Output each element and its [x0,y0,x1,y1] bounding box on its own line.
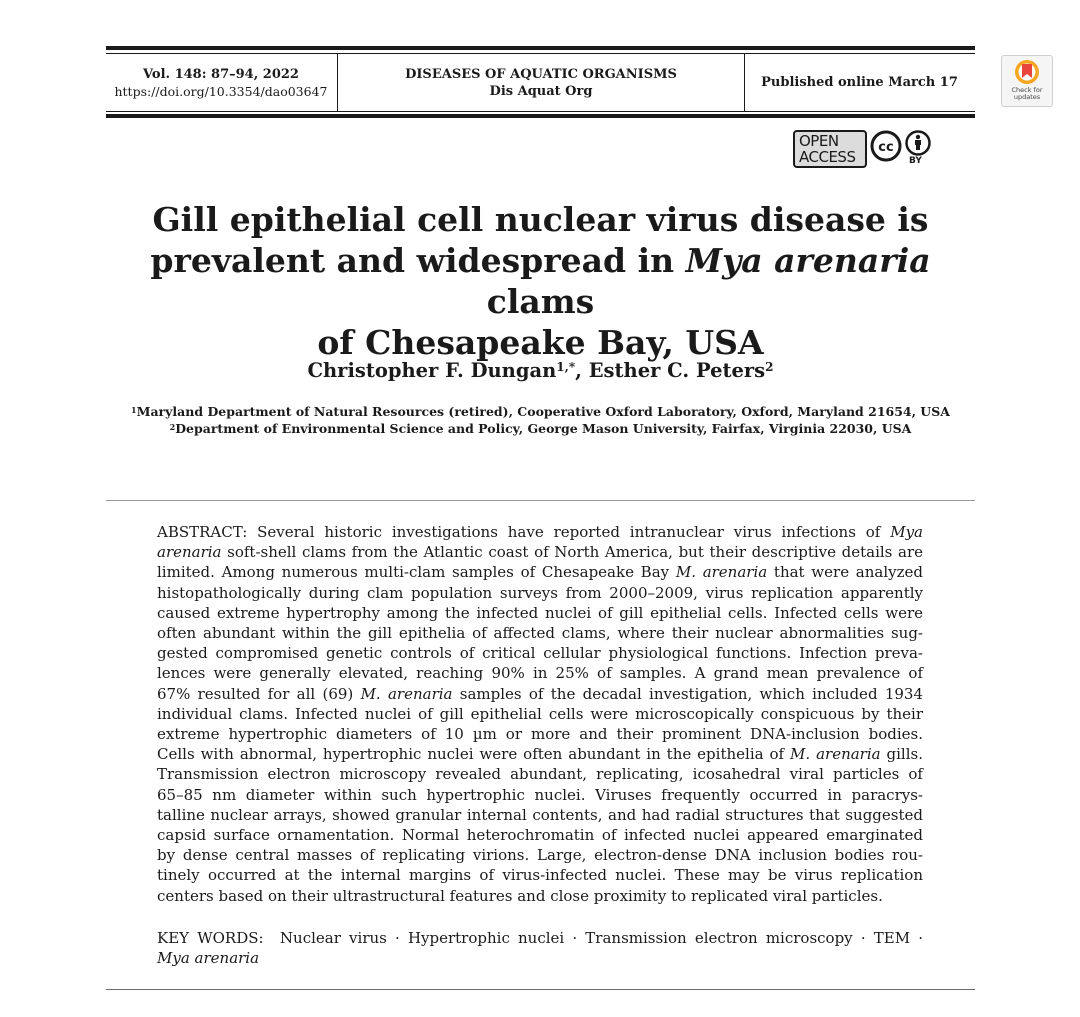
author-1[interactable]: Christopher F. Dungan [307,359,557,382]
volume-cell [106,54,336,111]
title-line3: of Chesapeake Bay, USA [317,323,764,362]
abstract-line: arenaria soft-shell clams from the Atlantic coast of North America, but their descriptive details are [157,543,923,562]
keywords-species: Mya arenaria [157,949,260,968]
affiliation-2-number: 2 [169,422,176,432]
keywords-list: Nuclear virus · Hypertrophic nuclei · Transmission electron microscopy · TEM · [279,929,923,947]
abstract-last-line: centers based on their ultrastructural features and close proximity to replicated viral particles. [157,887,883,905]
open-access-badge [793,130,867,168]
abstract-line: limited. Among numerous multi-clam samples of Chesapeake Bay M. arenaria that were analyzed [157,563,923,582]
abstract-line: histopathologically during clam population surveys from 2000–2009, virus replication apparently [157,583,923,602]
check-for-updates-badge[interactable] [1001,55,1053,107]
affiliation-1-text: Maryland Department of Natural Resources (retired), Cooperative Oxford Laboratory, Oxford, Maryland 21654, USA [136,404,950,419]
journal-cell [337,54,745,111]
abstract-line: 65–85 nm diameter within such hypertrophic nuclei. Viruses frequently occurred in paracrys- [157,785,923,804]
title-line2-a: prevalent and widespread in [150,241,686,280]
author-1-affiliation-marker: 1,* [556,360,576,374]
affiliation-list [106,403,975,437]
keywords-label: KEY WORDS: [157,929,264,947]
title-line1: Gill epithelial cell nuclear virus disease is [152,200,929,239]
article-title [106,199,975,363]
abstract-line: by dense central masses of replicating virions. Large, electron-dense DNA inclusion bodies rou- [157,846,923,865]
header-rule-top-thick [106,46,975,50]
cc-text: cc [878,140,894,155]
abstract-rule-bottom [106,989,975,990]
abstract-line: 67% resulted for all (69) M. arenaria samples of the decadal investigation, which included 1934 [157,684,923,703]
cc-license-icon [870,130,902,162]
abstract-rule-top [106,500,975,501]
by-label: BY [909,156,922,166]
abstract-line: individual clams. Infected nuclei of gill epithelial cells were microscopically conspicuous by their [157,704,923,723]
journal-abbrev: Dis Aquat Org [489,83,593,99]
abstract-line: caused extreme hypertrophy among the infected nuclei of gill epithelial cells. Infected cells were [157,603,923,622]
abstract-line: often abundant within the gill epithelia of affected clams, where their nuclear abnormalities sug- [157,624,923,643]
abstract-line: ABSTRACT: Several historic investigations have reported intranuclear virus infections of Mya [157,523,923,541]
abstract-line: capsid surface ornamentation. Normal heterochromatin of infected nuclei appeared emarginated [157,826,923,845]
check-updates-icon [1014,59,1040,87]
keywords [157,928,923,968]
abstract-line: Transmission electron microscopy revealed abundant, replicating, icosahedral viral particles of [157,765,923,784]
affiliation-2-text: Department of Environmental Science and Policy, George Mason University, Fairfax, Virginia 22030, USA [175,421,912,436]
published-cell [744,54,975,111]
volume-info: Vol. 148: 87–94, 2022 [143,66,299,82]
abstract-line: Cells with abnormal, hypertrophic nuclei were often abundant in the epithelia of M. arenaria gills. [157,745,923,764]
author-separator: , [575,359,589,382]
abstract [157,522,923,886]
affiliation-2 [106,420,975,437]
header-rule-bottom-thick [106,114,975,118]
abstract-line: lences were generally elevated, reaching 90% in 25% of samples. A grand mean prevalence of [157,664,923,683]
abstract-line: extreme hypertrophic diameters of 10 µm or more and their prominent DNA-inclusion bodies. [157,725,923,744]
header-rule-bottom-thin [106,111,975,112]
abstract-line: gested compromised genetic controls of critical cellular physiological functions. Infection preva- [157,644,923,663]
doi-link[interactable]: https://doi.org/10.3354/dao03647 [114,83,328,99]
published-date: Published online March 17 [761,75,958,90]
title-species: Mya arenaria [685,241,931,280]
by-attribution-icon [904,130,932,158]
affiliation-1 [106,403,975,420]
affiliation-1-number: 1 [131,405,137,415]
abstract-line: talline nuclear arrays, showed granular internal contents, and had radial structures that suggested [157,805,923,824]
author-2[interactable]: Esther C. Peters [588,359,766,382]
check-updates-label: Check for updates [1011,86,1043,101]
keywords-line1 [157,928,923,948]
author-2-affiliation-marker: 2 [765,360,774,374]
title-line2-b: clams [486,282,595,321]
open-access-line2: ACCESS [799,148,856,166]
author-list [106,358,975,384]
journal-name: DISEASES OF AQUATIC ORGANISMS [405,66,677,82]
abstract-line: tinely occurred at the internal margins of virus-infected nuclei. These may be virus replication [157,866,923,885]
open-access-line1: OPEN [799,132,839,150]
